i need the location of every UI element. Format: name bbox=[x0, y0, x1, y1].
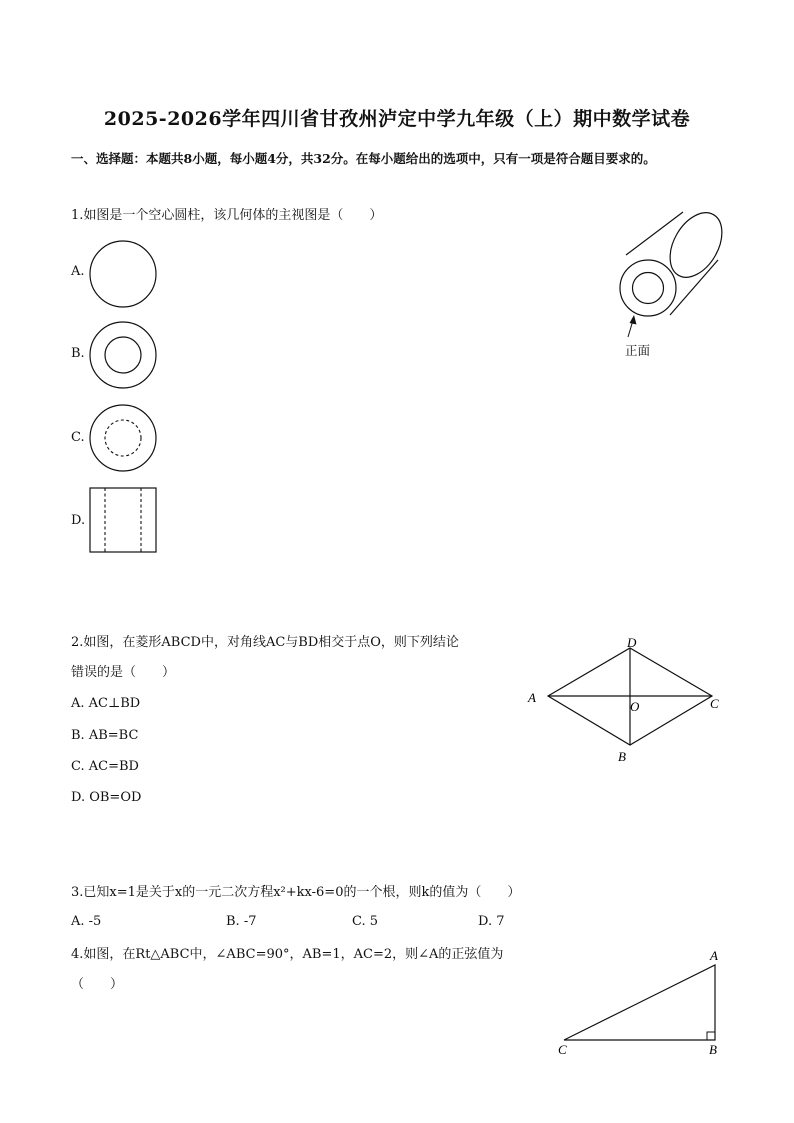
q1-option-a-label[interactable]: A. bbox=[71, 264, 85, 279]
q3-option-c[interactable]: C. 5 bbox=[352, 914, 379, 929]
question-2-stem-line2: 错误的是（ ） bbox=[71, 665, 176, 680]
question-1-stem: 1.如图是一个空心圆柱，该几何体的主视图是（ ） bbox=[71, 208, 383, 223]
q1-option-d-label[interactable]: D. bbox=[71, 513, 86, 528]
q3-option-b[interactable]: B. -7 bbox=[226, 914, 257, 929]
q4-right-triangle-figure bbox=[550, 945, 730, 1060]
q3-option-d[interactable]: D. 7 bbox=[478, 914, 505, 929]
q2-rhombus-figure bbox=[520, 630, 730, 770]
q1-option-a-figure bbox=[86, 238, 160, 312]
q2-option-c[interactable]: C. AC=BD bbox=[71, 759, 139, 774]
q1-option-b-label[interactable]: B. bbox=[71, 346, 85, 361]
question-2-stem-line1: 2.如图，在菱形ABCD中，对角线AC与BD相交于点O，则下列结论 bbox=[71, 635, 459, 650]
q2-option-d[interactable]: D. OB=OD bbox=[71, 790, 142, 805]
section-heading: 一、选择题：本题共8小题，每小题4分，共32分。在每小题给出的选项中，只有一项是符合题目要求的。 bbox=[71, 151, 656, 166]
point-label-c: C bbox=[558, 1042, 567, 1057]
question-4-stem-line1: 4.如图，在Rt△ABC中，∠ABC=90°，AB=1，AC=2，则∠A的正弦值为 bbox=[71, 947, 504, 962]
point-label-d: D bbox=[627, 635, 637, 650]
point-label-a: A bbox=[710, 948, 718, 963]
question-3-stem: 3.已知x=1是关于x的一元二次方程x²+kx-6=0的一个根，则k的值为（ ） bbox=[71, 885, 521, 900]
question-4-stem-line2: （ ） bbox=[71, 977, 124, 992]
point-label-c: C bbox=[710, 696, 719, 711]
q3-option-a[interactable]: A. -5 bbox=[71, 914, 102, 929]
page-title: 2025-2026学年四川省甘孜州泸定中学九年级（上）期中数学试卷 bbox=[103, 108, 691, 130]
point-label-b: B bbox=[709, 1042, 717, 1057]
point-label-b: B bbox=[618, 749, 626, 764]
q2-option-a[interactable]: A. AC⊥BD bbox=[71, 696, 141, 711]
q1-option-d-figure bbox=[86, 486, 160, 556]
front-view-label: 正面 bbox=[625, 343, 651, 358]
point-label-a: A bbox=[528, 690, 536, 705]
q1-option-c-label[interactable]: C. bbox=[71, 430, 85, 445]
q1-option-c-figure bbox=[86, 403, 160, 477]
point-label-o: O bbox=[630, 699, 640, 714]
q1-option-b-figure bbox=[86, 320, 160, 394]
q2-option-b[interactable]: B. AB=BC bbox=[71, 728, 139, 743]
